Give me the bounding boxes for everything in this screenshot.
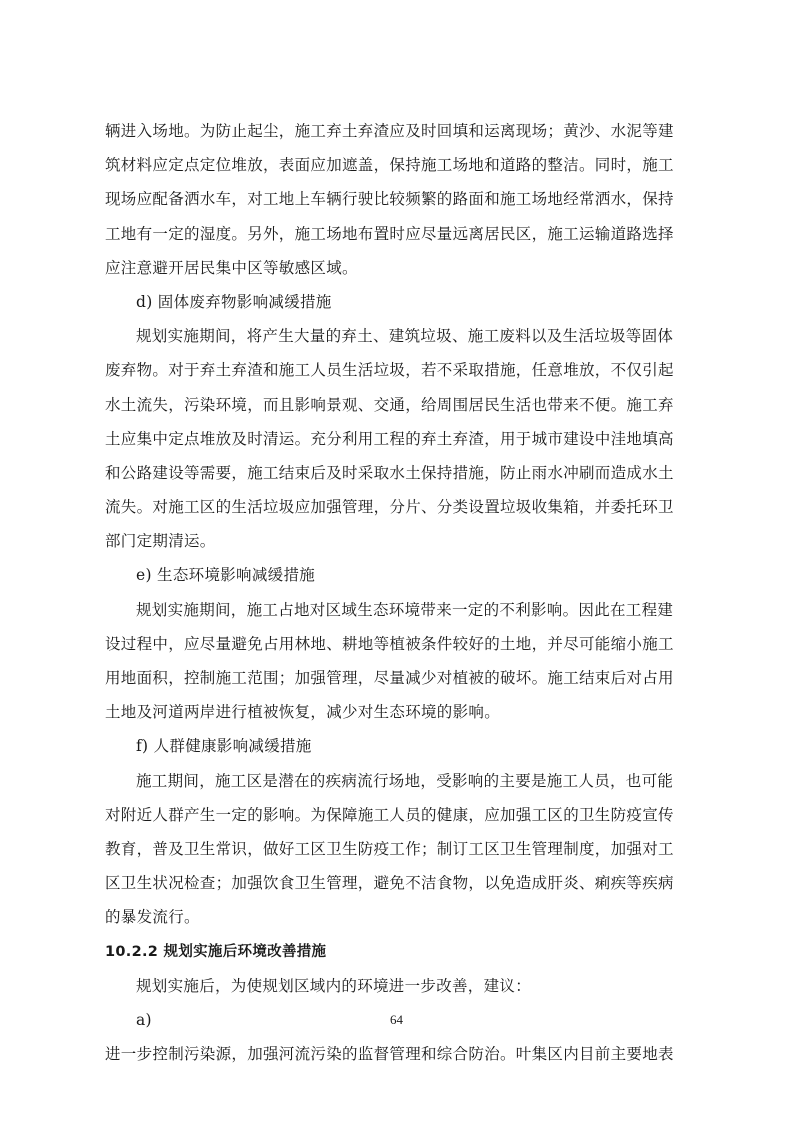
subsection-label: a)	[136, 1010, 152, 1029]
paragraph-line: 区卫生状况检查；加强饮食卫生管理，避免不洁食物，以免造成肝炎、痢疾等疾病	[105, 874, 674, 893]
paragraph-line: 和公路建设等需要，施工结束后及时采取水土保持措施，防止雨水冲刷而造成水土	[105, 463, 674, 482]
section-heading: 10.2.2 规划实施后环境改善措施	[105, 943, 327, 960]
paragraph-line: 土地及河道两岸进行植被恢复，减少对生态环境的影响。	[105, 703, 501, 722]
body-text	[105, 114, 690, 1071]
paragraph-line: 工地有一定的湿度。另外，施工场地布置时应尽量远离居民区，施工运输道路选择	[105, 224, 674, 243]
paragraph-line: 规划实施期间，施工占地对区域生态环境带来一定的不利影响。因此在工程建	[136, 600, 674, 619]
subsection-label: e) 生态环境影响减缓措施	[136, 566, 316, 585]
paragraph-line: 应注意避开居民集中区等敏感区域。	[105, 258, 358, 277]
paragraph-line: 对附近人群产生一定的影响。为保障施工人员的健康，应加强工区的卫生防疫宣传	[105, 805, 674, 824]
paragraph-line: 水土流失，污染环境，而且影响景观、交通，给周围居民生活也带来不便。施工弃	[105, 395, 674, 414]
paragraph-line: 筑材料应定点定位堆放，表面应加遮盖，保持施工场地和道路的整洁。同时，施工	[105, 156, 674, 175]
paragraph-line: 辆进入场地。为防止起尘，施工弃土弃渣应及时回填和运离现场；黄沙、水泥等建	[105, 122, 674, 140]
paragraph-line: 流失。对施工区的生活垃圾应加强管理，分片、分类设置垃圾收集箱，并委托环卫	[105, 498, 674, 517]
subsection-label: d) 固体废弃物影响减缓措施	[136, 292, 332, 311]
subsection-label: f) 人群健康影响减缓措施	[136, 737, 312, 756]
page-number: 64	[390, 1012, 403, 1027]
paragraph-line: 的暴发流行。	[105, 908, 200, 927]
paragraph-line: 施工期间，施工区是潜在的疾病流行场地，受影响的主要是施工人员，也可能	[136, 771, 674, 790]
paragraph-line: 进一步控制污染源，加强河流污染的监督管理和综合防治。叶集区内目前主要地表	[105, 1045, 674, 1064]
paragraph-line: 土应集中定点堆放及时清运。充分利用工程的弃土弃渣，用于城市建设中洼地填高	[105, 429, 674, 448]
paragraph-line: 部门定期清运。	[105, 532, 216, 551]
paragraph-line: 现场应配备洒水车，对工地上车辆行驶比较频繁的路面和施工场地经常洒水，保持	[105, 190, 674, 209]
paragraph-line: 规划实施期间，将产生大量的弃土、建筑垃圾、施工废料以及生活垃圾等固体	[136, 327, 674, 346]
paragraph-line: 用地面积，控制施工范围；加强管理，尽量减少对植被的破坏。施工结束后对占用	[105, 669, 674, 687]
paragraph-line: 废弃物。对于弃土弃渣和施工人员生活垃圾，若不采取措施，任意堆放，不仅引起	[105, 361, 674, 380]
paragraph-line: 设过程中，应尽量避免占用林地、耕地等植被条件较好的土地，并尽可能缩小施工	[105, 634, 674, 653]
paragraph-line: 规划实施后，为使规划区域内的环境进一步改善，建议：	[136, 976, 532, 995]
paragraph-line: 教育，普及卫生常识，做好工区卫生防疫工作；制订工区卫生管理制度，加强对工	[105, 839, 674, 858]
